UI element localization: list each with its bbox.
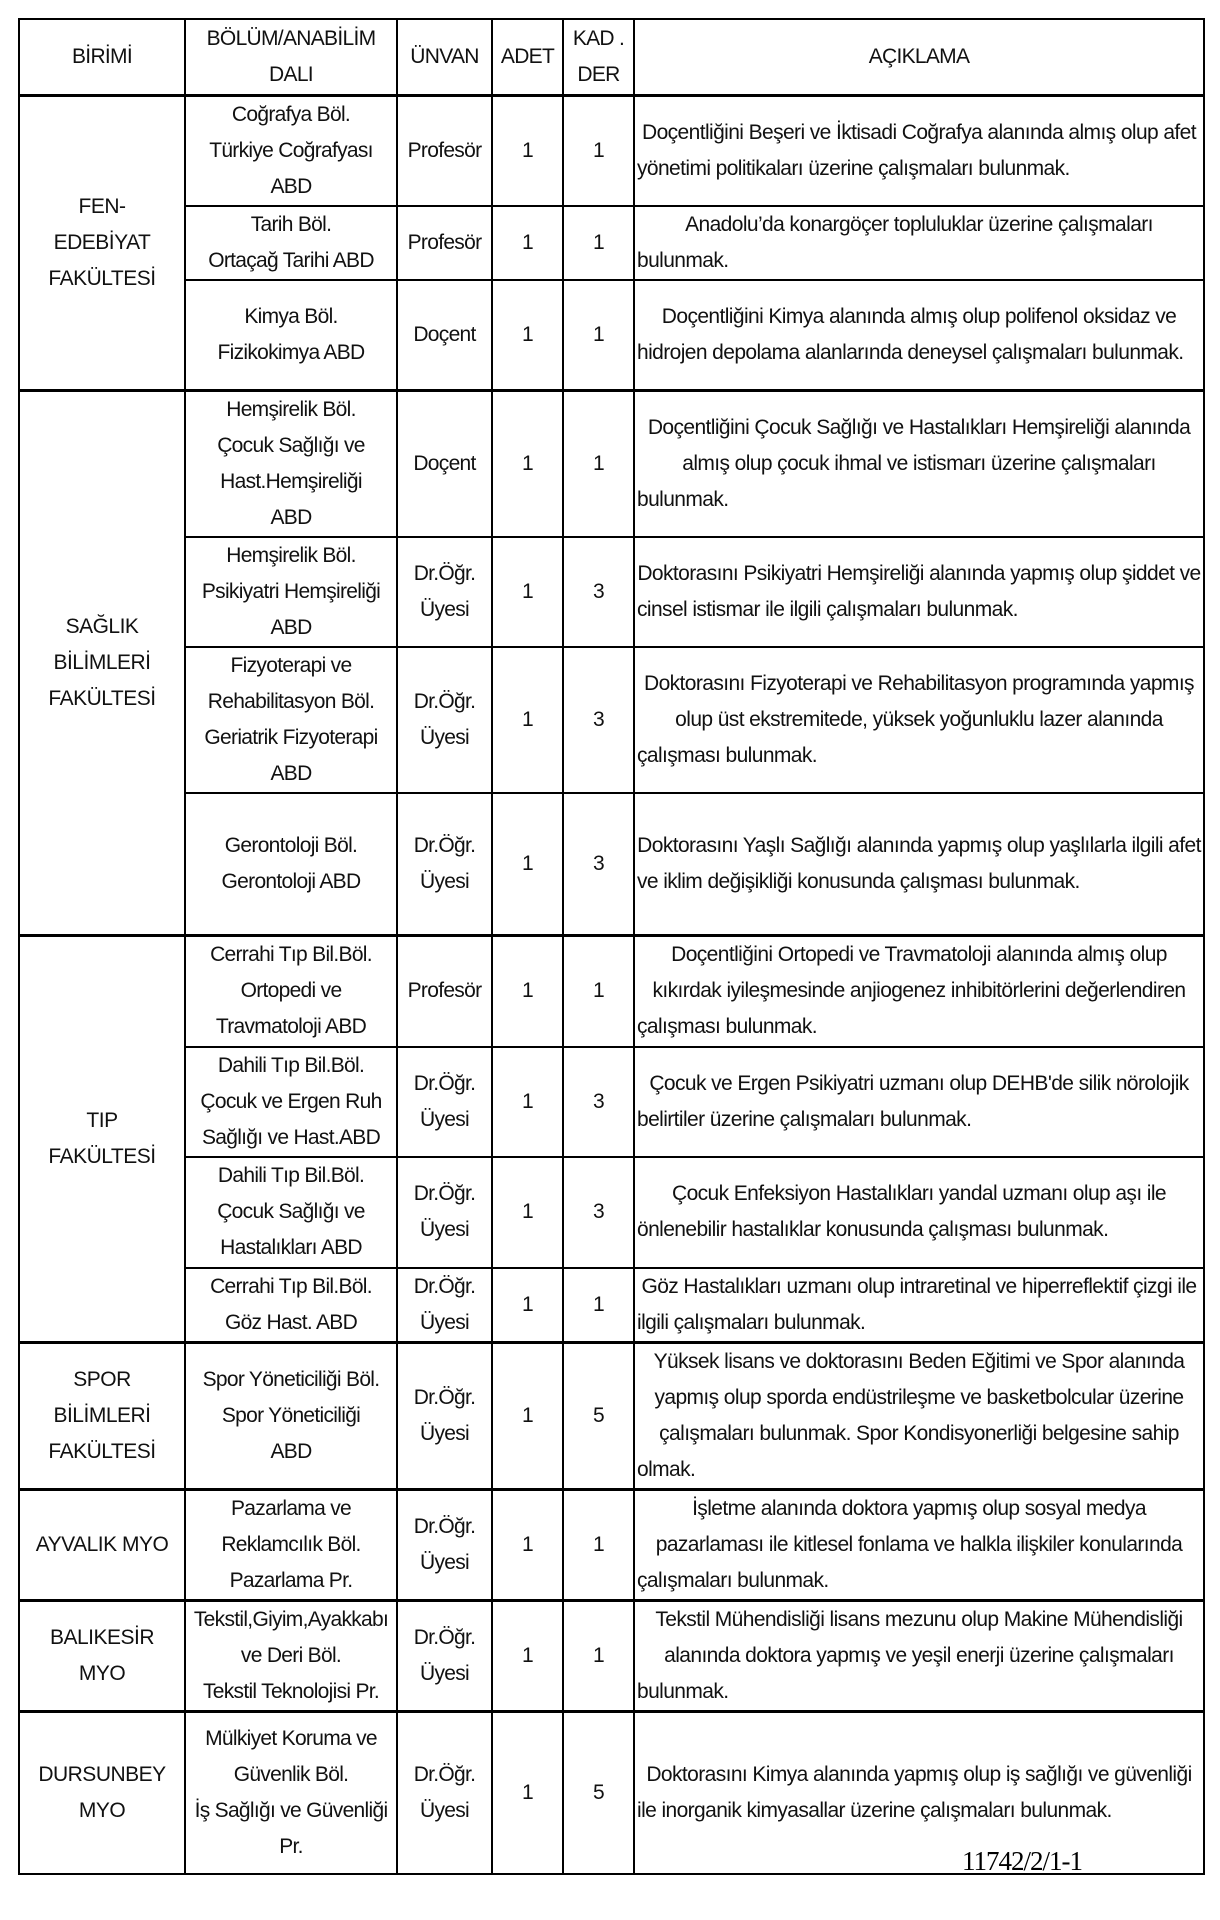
text-line: Tekstil,Giyim,Ayakkabı: [193, 1607, 389, 1631]
text-line: Pazarlama ve: [231, 1496, 351, 1520]
text-line: DALI: [269, 62, 313, 86]
count-cell: 1: [492, 95, 563, 206]
department-cell: [185, 1157, 397, 1268]
title-cell: [397, 390, 492, 537]
unit-cell: [19, 1600, 185, 1711]
department-cell: [185, 390, 397, 537]
title-cell: [397, 647, 492, 793]
description-cell: Doçentliğini Ortopedi ve Travmatoloji alanında almış olup kıkırdak iyileşmesinde anjiogenez inhibitörlerini değerlendiren çalışması bulunmak.: [634, 936, 1204, 1047]
text-line: ve Deri Böl.: [240, 1643, 342, 1667]
column-header-birimi: [19, 19, 185, 95]
text-line: Çocuk Sağlığı ve: [217, 1200, 365, 1223]
text-line: Psikiyatri Hemşireliği: [201, 579, 381, 603]
count-cell: 1: [492, 537, 563, 647]
text-line: Geriatrik Fizyoterapi: [204, 725, 378, 749]
grade-cell: 1: [563, 1268, 634, 1343]
table-row: [19, 206, 1204, 280]
text-line: FEN-: [78, 194, 126, 218]
text-line: BİRİMİ: [72, 44, 132, 68]
table-header-row: [19, 19, 1204, 95]
department-cell: [185, 1711, 397, 1874]
text-line: Dahili Tıp Bil.Böl.: [217, 1164, 365, 1187]
text-line: Fizyoterapi ve: [230, 653, 352, 677]
text-line: Profesör: [407, 979, 482, 1003]
text-line: Spor Yöneticiliği Böl.: [202, 1367, 380, 1391]
title-cell: [397, 1268, 492, 1343]
table-row: [19, 1600, 1204, 1711]
table-row: [19, 1047, 1204, 1157]
text-line: BÖLÜM/ANABİLİM: [206, 26, 376, 50]
text-line: Ortopedi ve: [240, 979, 342, 1003]
grade-cell: 3: [563, 1157, 634, 1268]
text-line: Rehabilitasyon Böl.: [207, 689, 375, 713]
text-line: Tarih Böl.: [250, 213, 332, 236]
text-line: Çocuk ve Ergen Ruh: [200, 1089, 382, 1113]
title-cell: [397, 206, 492, 280]
table-row: [19, 537, 1204, 647]
grade-cell: 1: [563, 936, 634, 1047]
text-line: FAKÜLTESİ: [48, 266, 156, 290]
table-row: [19, 1268, 1204, 1343]
department-cell: [185, 1047, 397, 1157]
text-line: ABD: [270, 1439, 312, 1463]
table-row: [19, 793, 1204, 936]
grade-cell: 3: [563, 793, 634, 936]
count-cell: 1: [492, 1268, 563, 1343]
department-cell: [185, 537, 397, 647]
description-cell: Anadolu’da konargöçer topluluklar üzerine çalışmaları bulunmak.: [634, 206, 1204, 280]
unit-cell: [19, 95, 185, 390]
table-row: [19, 1342, 1204, 1489]
grade-cell: 3: [563, 647, 634, 793]
text-line: Üyesi: [419, 1550, 469, 1574]
count-cell: 1: [492, 390, 563, 537]
text-line: AÇIKLAMA: [868, 44, 970, 68]
text-line: ABD: [270, 505, 312, 529]
description-cell: Doçentliğini Beşeri ve İktisadi Coğrafya alanında almış olup afet yönetimi politikaları üzerine çalışmaları bulunmak.: [634, 95, 1204, 206]
text-line: Sağlığı ve Hast.ABD: [201, 1125, 381, 1149]
unit-cell: [19, 390, 185, 936]
text-line: Reklamcılık Böl.: [221, 1532, 361, 1556]
text-line: Dr.Öğr.: [413, 1385, 476, 1409]
text-line: Tekstil Teknolojisi Pr.: [202, 1679, 380, 1703]
text-line: FAKÜLTESİ: [48, 1439, 156, 1463]
text-line: Üyesi: [419, 597, 469, 621]
text-line: BİLİMLERİ: [53, 1403, 151, 1427]
text-line: Dr.Öğr.: [413, 1625, 476, 1649]
description-cell: Doktorasını Yaşlı Sağlığı alanında yapmış olup yaşlılarla ilgili afet ve iklim değişikliği konusunda çalışması bulunmak.: [634, 793, 1204, 936]
text-line: Dr.Öğr.: [413, 1182, 476, 1205]
grade-cell: 1: [563, 1600, 634, 1711]
text-line: Mülkiyet Koruma ve: [205, 1726, 377, 1750]
department-cell: [185, 1600, 397, 1711]
text-line: Üyesi: [419, 1218, 469, 1241]
department-cell: [185, 936, 397, 1047]
text-line: Göz Hast. ABD: [224, 1310, 358, 1334]
description-cell: Doktorasını Fizyoterapi ve Rehabilitasyon programında yapmış olup üst ekstremitede, yüksek yoğunluklu lazer alanında çalışması bulunmak.: [634, 647, 1204, 793]
text-line: Ortaçağ Tarihi ABD: [208, 249, 374, 272]
text-line: DURSUNBEY: [38, 1762, 166, 1786]
column-header-adet: [492, 19, 563, 95]
text-line: EDEBİYAT: [53, 230, 151, 254]
count-cell: 1: [492, 1489, 563, 1600]
description-cell: Doktorasını Psikiyatri Hemşireliği alanında yapmış olup şiddet ve cinsel istismar ile ilgili çalışmaları bulunmak.: [634, 537, 1204, 647]
text-line: Hemşirelik Böl.: [226, 397, 356, 421]
text-line: Pr.: [279, 1834, 303, 1858]
text-line: FAKÜLTESİ: [48, 1144, 156, 1168]
table-row: [19, 936, 1204, 1047]
text-line: Cerrahi Tıp Bil.Böl.: [210, 943, 372, 967]
text-line: Üyesi: [419, 1310, 469, 1334]
department-cell: [185, 95, 397, 206]
text-line: Fizikokimya ABD: [217, 340, 365, 364]
department-cell: [185, 280, 397, 390]
text-line: Üyesi: [419, 869, 469, 893]
text-line: Profesör: [407, 138, 482, 162]
table-row: [19, 95, 1204, 206]
column-header-kadro-derece: [563, 19, 634, 95]
department-cell: [185, 793, 397, 936]
text-line: Dr.Öğr.: [413, 561, 476, 585]
grade-cell: 1: [563, 1489, 634, 1600]
title-cell: [397, 1157, 492, 1268]
text-line: Dr.Öğr.: [413, 833, 476, 857]
count-cell: 1: [492, 1711, 563, 1874]
count-cell: 1: [492, 1342, 563, 1489]
department-cell: [185, 647, 397, 793]
text-line: Güvenlik Böl.: [233, 1762, 349, 1786]
description-cell: Tekstil Mühendisliği lisans mezunu olup Makine Mühendisliği alanında doktora yapmış ve yeşil enerji üzerine çalışmaları bulunmak.: [634, 1600, 1204, 1711]
description-cell: Göz Hastalıkları uzmanı olup intraretinal ve hiperreflektif çizgi ile ilgili çalışmaları bulunmak.: [634, 1268, 1204, 1343]
grade-cell: 5: [563, 1342, 634, 1489]
unit-cell: [19, 936, 185, 1343]
title-cell: [397, 793, 492, 936]
text-line: Doçent: [413, 322, 476, 346]
title-cell: [397, 1047, 492, 1157]
text-line: Çocuk Sağlığı ve: [217, 433, 365, 457]
unit-cell: [19, 1489, 185, 1600]
text-line: MYO: [78, 1661, 126, 1685]
text-line: FAKÜLTESİ: [48, 686, 156, 710]
description-cell: Doçentliğini Çocuk Sağlığı ve Hastalıkları Hemşireliği alanında almış olup çocuk ihmal ve istismarı üzerine çalışmaları bulunmak.: [634, 390, 1204, 537]
text-line: Üyesi: [419, 1107, 469, 1131]
text-line: Dr.Öğr.: [413, 1071, 476, 1095]
count-cell: 1: [492, 1600, 563, 1711]
text-line: Gerontoloji ABD: [221, 869, 361, 893]
description-cell: İşletme alanında doktora yapmış olup sosyal medya pazarlaması ile kitlesel fonlama ve halkla ilişkiler konularında çalışmaları bulunmak.: [634, 1489, 1204, 1600]
description-cell: Doçentliğini Kimya alanında almış olup polifenol oksidaz ve hidrojen depolama alanlarında deneysel çalışmaları bulunmak.: [634, 280, 1204, 390]
grade-cell: 3: [563, 537, 634, 647]
text-line: Coğrafya Böl.: [231, 102, 351, 126]
text-line: Dr.Öğr.: [413, 689, 476, 713]
department-cell: [185, 206, 397, 280]
faculty-positions-table: [18, 18, 1205, 1875]
text-line: BİLİMLERİ: [53, 650, 151, 674]
text-line: Üyesi: [419, 725, 469, 749]
department-cell: [185, 1342, 397, 1489]
description-cell: Çocuk Enfeksiyon Hastalıkları yandal uzmanı olup aşı ile önlenebilir hastalıklar konusunda çalışması bulunmak.: [634, 1157, 1204, 1268]
grade-cell: 1: [563, 390, 634, 537]
title-cell: [397, 1342, 492, 1489]
text-line: Cerrahi Tıp Bil.Böl.: [210, 1274, 372, 1298]
grade-cell: 1: [563, 95, 634, 206]
text-line: Doçent: [413, 451, 476, 475]
title-cell: [397, 95, 492, 206]
text-line: ABD: [270, 174, 312, 198]
title-cell: [397, 1711, 492, 1874]
table-body: [19, 95, 1204, 1874]
column-header-unvan: [397, 19, 492, 95]
description-cell: Çocuk ve Ergen Psikiyatri uzmanı olup DEHB'de silik nörolojik belirtiler üzerine çalışmaları bulunmak.: [634, 1047, 1204, 1157]
column-header-aciklama: [634, 19, 1204, 95]
text-line: TIP: [86, 1108, 118, 1132]
grade-cell: 1: [563, 206, 634, 280]
text-line: Dahili Tıp Bil.Böl.: [217, 1053, 365, 1077]
unit-cell: [19, 1711, 185, 1874]
description-cell: Doktorasını Kimya alanında yapmış olup iş sağlığı ve güvenliği ile inorganik kimyasallar üzerine çalışmaları bulunmak.: [634, 1711, 1204, 1874]
text-line: Hast.Hemşireliği: [220, 469, 362, 493]
text-line: ÜNVAN: [410, 44, 479, 68]
table-row: [19, 1157, 1204, 1268]
text-line: Gerontoloji Böl.: [224, 833, 358, 857]
column-header-bolum: [185, 19, 397, 95]
text-line: Kimya Böl.: [244, 304, 338, 328]
text-line: Hastalıkları ABD: [220, 1236, 362, 1259]
count-cell: 1: [492, 1157, 563, 1268]
text-line: AYVALIK MYO: [35, 1532, 169, 1556]
text-line: Üyesi: [419, 1798, 469, 1822]
text-line: Pazarlama Pr.: [229, 1568, 353, 1592]
text-line: Üyesi: [419, 1421, 469, 1445]
grade-cell: 1: [563, 280, 634, 390]
text-line: MYO: [78, 1798, 126, 1822]
count-cell: 1: [492, 280, 563, 390]
text-line: KAD .: [572, 26, 625, 50]
table-row: [19, 647, 1204, 793]
count-cell: 1: [492, 936, 563, 1047]
text-line: Profesör: [407, 231, 482, 254]
table-row: [19, 1489, 1204, 1600]
title-cell: [397, 936, 492, 1047]
text-line: BALIKESİR: [49, 1625, 155, 1649]
document-code: 11742/2/1-1: [962, 1846, 1082, 1876]
department-cell: [185, 1268, 397, 1343]
text-line: Türkiye Coğrafyası: [209, 138, 373, 162]
department-cell: [185, 1489, 397, 1600]
count-cell: 1: [492, 206, 563, 280]
text-line: Dr.Öğr.: [413, 1762, 476, 1786]
count-cell: 1: [492, 647, 563, 793]
text-line: SPOR: [73, 1367, 131, 1391]
table-row: [19, 390, 1204, 537]
text-line: Dr.Öğr.: [413, 1514, 476, 1538]
text-line: SAĞLIK: [65, 614, 139, 638]
text-line: ADET: [500, 44, 555, 68]
title-cell: [397, 537, 492, 647]
count-cell: 1: [492, 793, 563, 936]
table-row: [19, 280, 1204, 390]
text-line: Üyesi: [419, 1661, 469, 1685]
description-cell: Yüksek lisans ve doktorasını Beden Eğitimi ve Spor alanında yapmış olup sporda endüstrileşme ve basketbolcular üzerine çalışmaları bulunmak. Spor Kondisyonerliği belgesine sahip olmak.: [634, 1342, 1204, 1489]
text-line: Spor Yöneticiliği: [221, 1403, 361, 1427]
text-line: ABD: [270, 615, 312, 639]
text-line: ABD: [270, 761, 312, 785]
title-cell: [397, 1489, 492, 1600]
grade-cell: 3: [563, 1047, 634, 1157]
grade-cell: 5: [563, 1711, 634, 1874]
count-cell: 1: [492, 1047, 563, 1157]
text-line: DER: [577, 62, 620, 86]
title-cell: [397, 280, 492, 390]
unit-cell: [19, 1342, 185, 1489]
text-line: İş Sağlığı ve Güvenliği: [194, 1798, 388, 1822]
title-cell: [397, 1600, 492, 1711]
text-line: Hemşirelik Böl.: [226, 543, 356, 567]
text-line: Travmatoloji ABD: [215, 1015, 367, 1039]
text-line: Dr.Öğr.: [413, 1274, 476, 1298]
